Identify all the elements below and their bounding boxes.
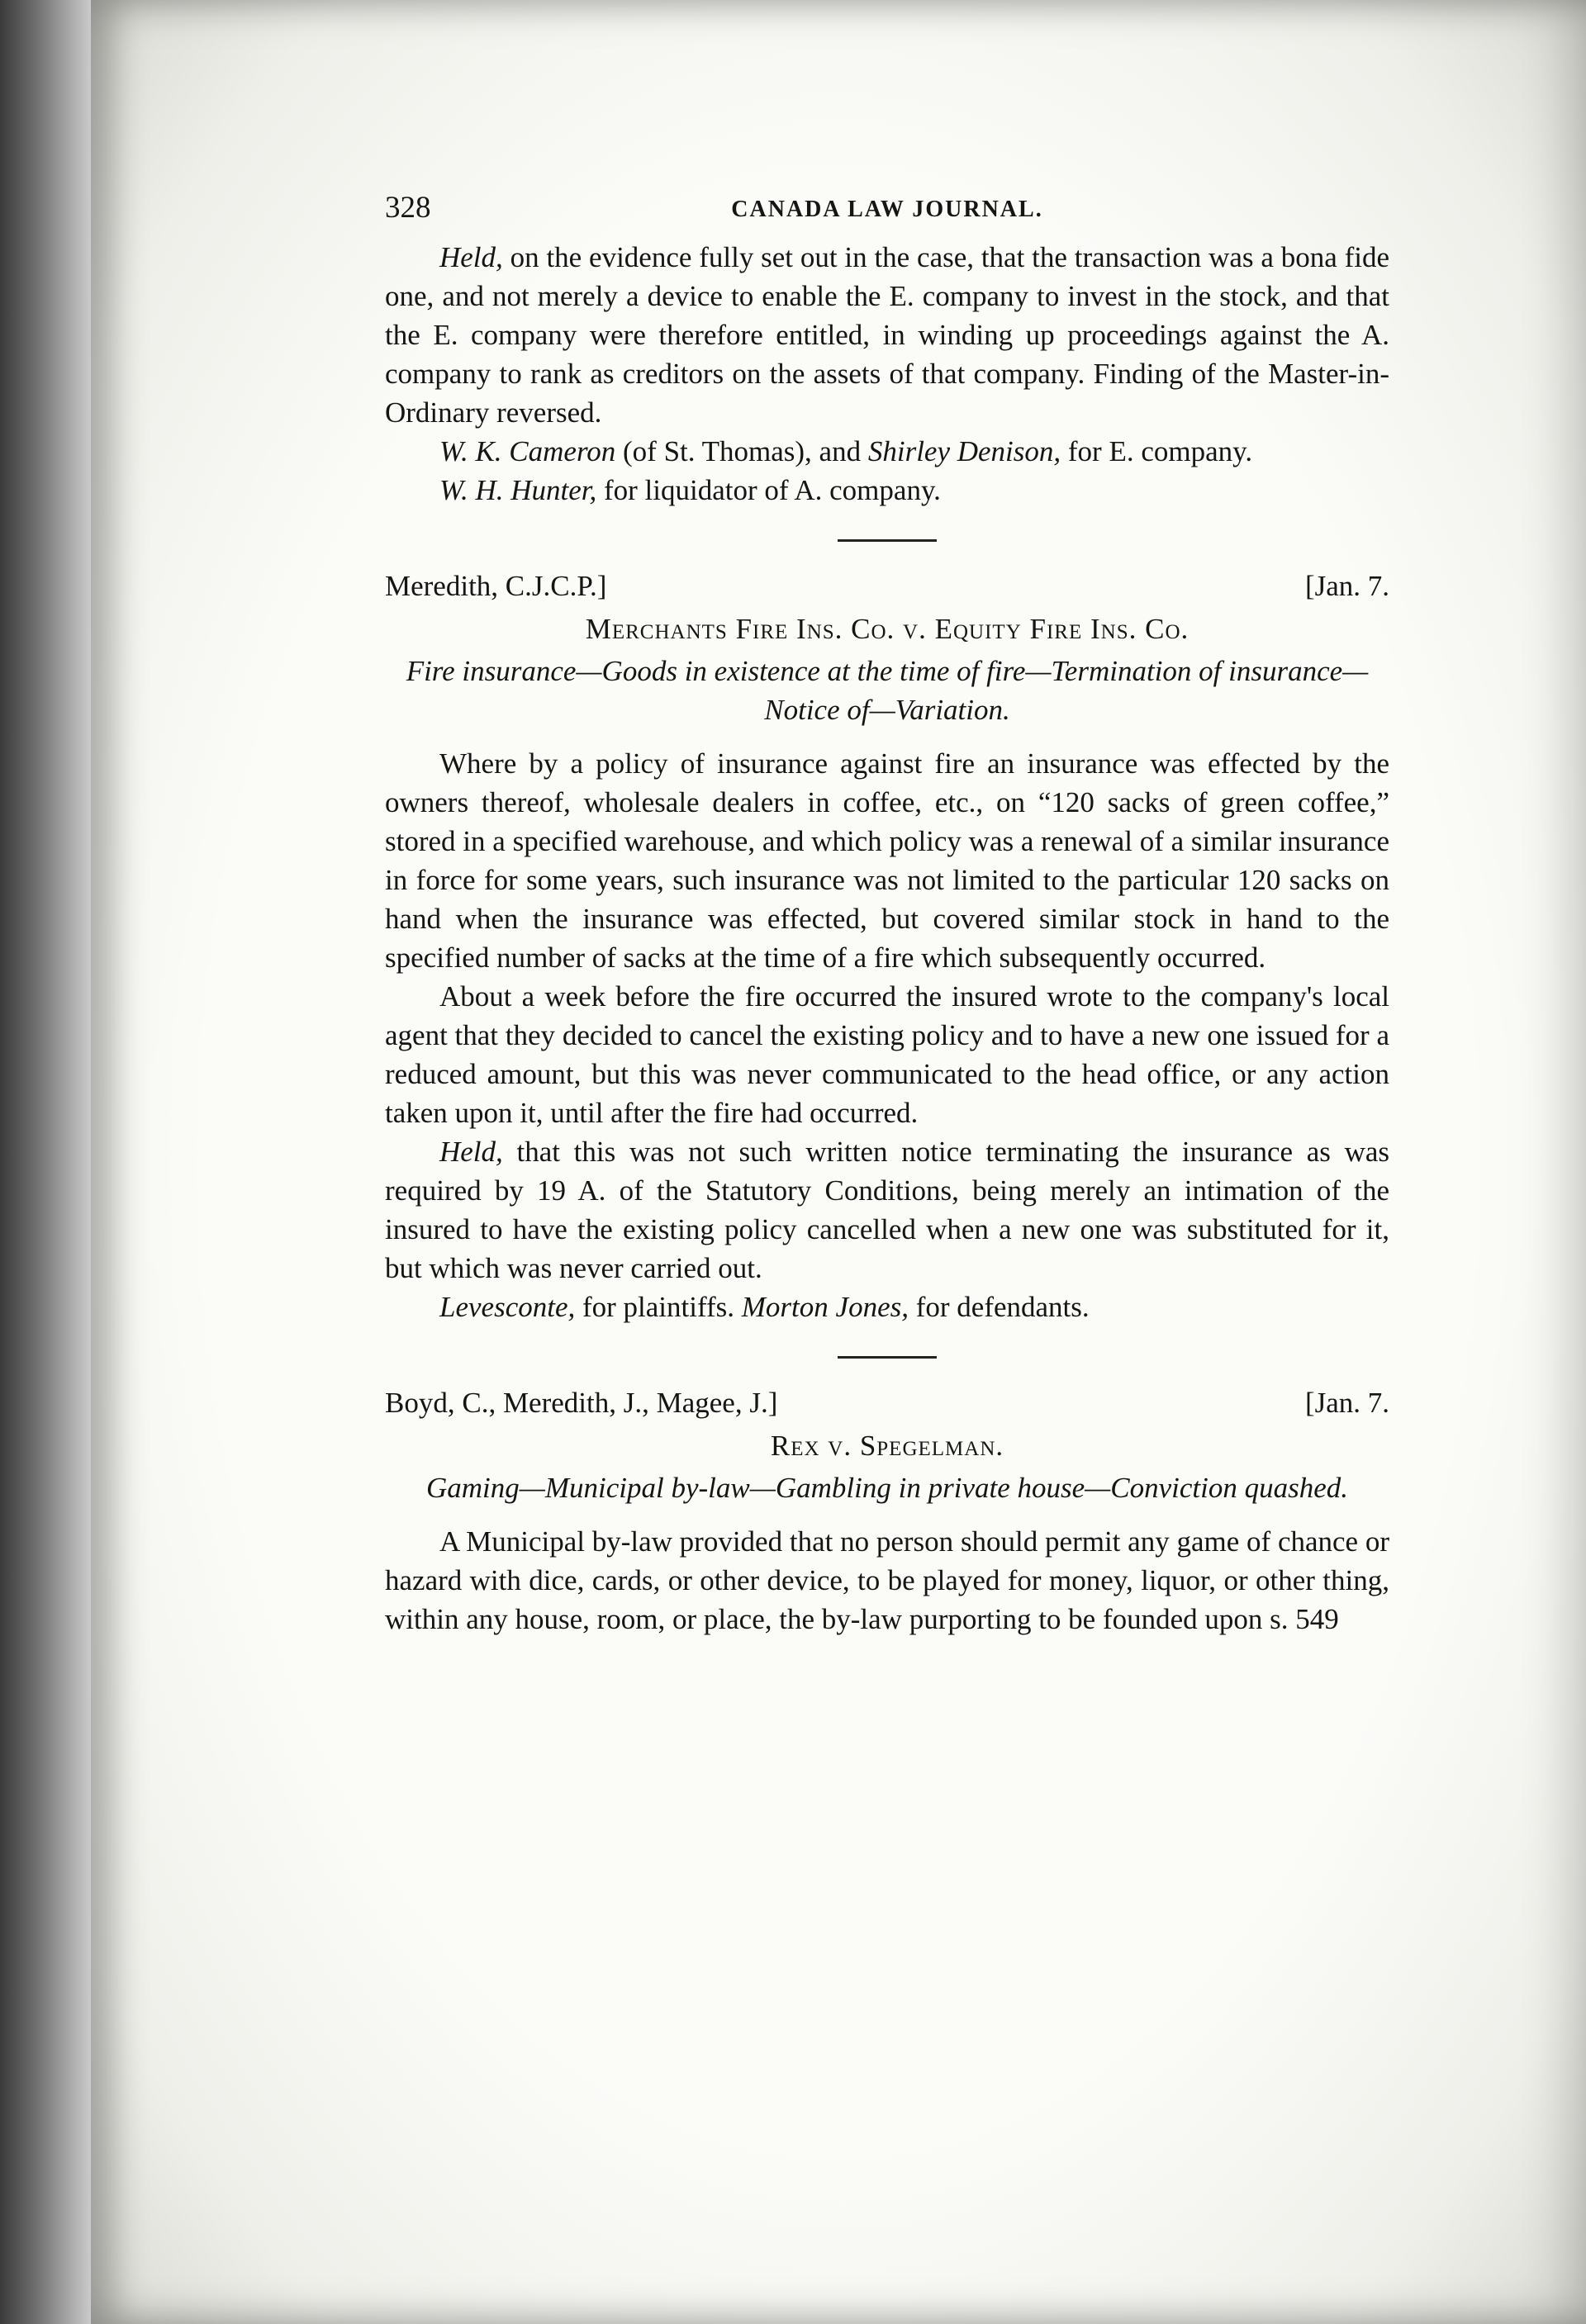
case1-counsel-2 [385, 471, 1389, 510]
court-line [385, 567, 1389, 609]
case-1 [385, 238, 1389, 510]
running-head [385, 188, 1389, 238]
case1-counsel-1 [385, 432, 1389, 471]
counsel-name: W. H. Hunter, [439, 474, 597, 506]
court-line [385, 1383, 1389, 1426]
holding-text: that this was not such written notice terminating the insurance as was required by 19 A. of the Statutory Conditions, being merely an intimation of the insured to have the existing policy cancelled when a new one was substituted for it, but which was never carried out. [385, 1136, 1389, 1284]
held-label: Held, [439, 1136, 503, 1168]
counsel-text: for E. company. [1061, 435, 1253, 467]
book-spine-shadow [0, 0, 99, 2324]
case3-paragraph-1: A Municipal by-law provided that no person should permit any game of chance or hazard with dice, cards, or other device, to be played for money, liquor, or other thing, within any house, room, or place, the by-law purporting to be founded upon s. 549 [385, 1525, 1389, 1635]
counsel-name: Levesconte, [439, 1291, 576, 1323]
counsel-name: Shirley Denison, [867, 435, 1061, 467]
court-judges: Boyd, C., Meredith, J., Magee, J.] [385, 1387, 778, 1419]
section-divider [838, 539, 937, 542]
counsel-text: for defendants. [908, 1291, 1090, 1323]
case2-holding [385, 1132, 1389, 1288]
case-3 [385, 1383, 1389, 1639]
page-number: 328 [385, 191, 431, 225]
case-headnote: Fire insurance—Goods in existence at the time of fire—Termination of insurance—Notice of—Variation. [406, 655, 1369, 726]
case2-paragraph-2: About a week before the fire occurred the insured wrote to the company's local agent that they decided to cancel the existing policy and to have a new one issued for a reduced amount, but this was never communicated to the head office, or any action taken upon it, until after the fire had occurred. [385, 980, 1389, 1129]
court-judges: Meredith, C.J.C.P.] [385, 570, 607, 602]
case2-counsel [385, 1288, 1389, 1326]
case-title: Rex v. Spegelman. [770, 1430, 1004, 1462]
section-divider [838, 1356, 937, 1359]
case2-paragraph-1: Where by a policy of insurance against fire an insurance was effected by the owners thereof, wholesale dealers in coffee, etc., on “120 sacks of green coffee,” stored in a specified warehouse, and which policy was a renewal of a similar insurance in force for some years, such insurance was not limited to the particular 120 sacks on hand when the insurance was effected, but covered similar stock in hand to the specified number of sacks at the time of a fire which subsequently occurred. [385, 747, 1389, 974]
counsel-name: Morton Jones, [741, 1291, 909, 1323]
decision-date: [Jan. 7. [1304, 570, 1389, 602]
decision-date: [Jan. 7. [1304, 1387, 1389, 1419]
counsel-name: W. K. Cameron [439, 435, 616, 467]
holding-text: on the evidence fully set out in the case, that the transaction was a bona fide one, and not merely a device to enable the E. company to invest in the stock, and that the E. company were therefore entitled, in winding up proceedings against the A. company to rank as creditors on the assets of that company. Finding of the Master-in-Ordinary reversed. [385, 241, 1389, 429]
case-title: Merchants Fire Ins. Co. v. Equity Fire Ins. Co. [585, 613, 1190, 645]
journal-title: CANADA LAW JOURNAL. [731, 197, 1043, 222]
case1-holding [385, 238, 1389, 432]
case-headnote: Gaming—Municipal by-law—Gambling in private house—Conviction quashed. [425, 1472, 1349, 1504]
case-2 [385, 567, 1389, 1326]
counsel-text: for liquidator of A. company. [596, 474, 941, 506]
counsel-text: (of St. Thomas), and [615, 435, 868, 467]
held-label: Held, [439, 241, 503, 273]
page-content [385, 188, 1389, 1639]
counsel-text: for plaintiffs. [575, 1291, 742, 1323]
